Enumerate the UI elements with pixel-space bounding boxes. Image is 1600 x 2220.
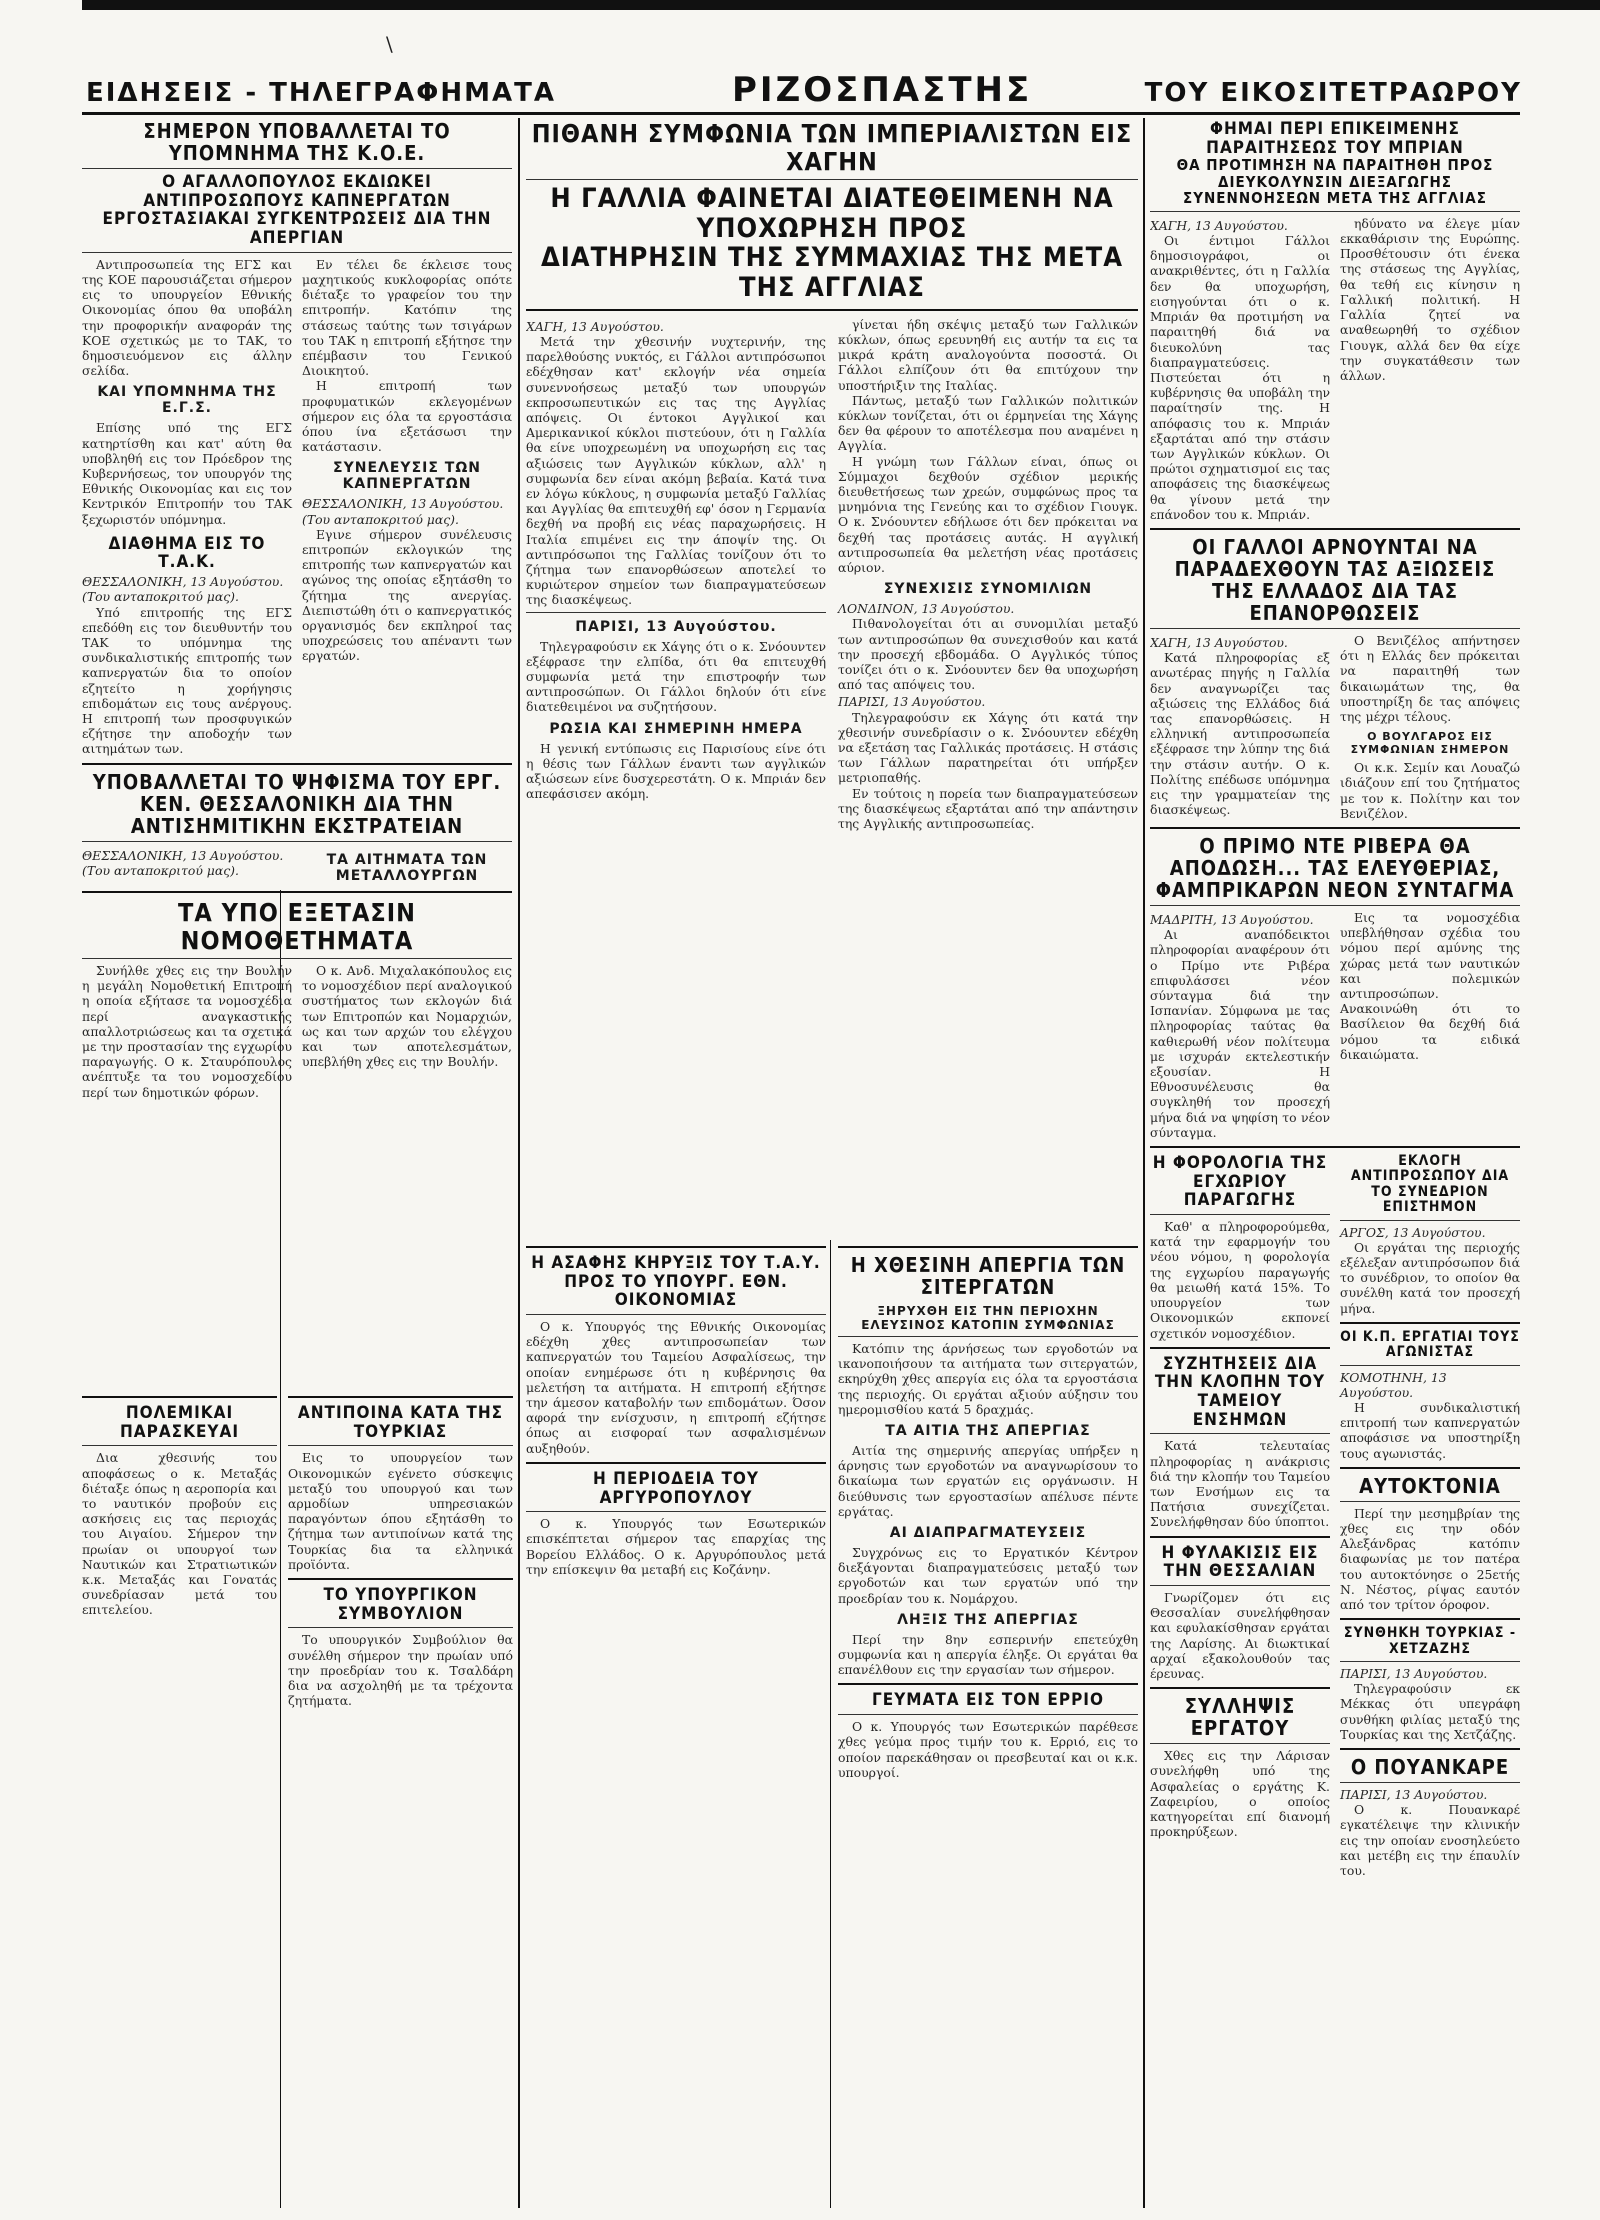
text-column bbox=[1340, 1154, 1520, 1878]
subheading: ΣΥΝΕΛΕΥΣΙΣ ΤΩΝ ΚΑΠΝΕΡΓΑΤΩΝ bbox=[333, 460, 481, 493]
dateline: ΑΡΓΟΣ, 13 Αυγούστου. bbox=[1340, 1224, 1486, 1240]
divider bbox=[838, 1714, 1138, 1715]
article-text: Δια χθεσινής του αποφάσεως ο κ. Μεταξάς διέταξε όπως η αεροπορία και το ναυτικόν προβούν εις ασκήσεις εις τας περιοχάς του Αιγαίου. Σήμερον την πρωίαν οι υπουργοί των Ναυτικών και Στρατιωτικών κ.κ. Μεταξάς και Γονατάς συνεδρίασαν μετά του επιτελείου. bbox=[82, 1450, 277, 1618]
article-text: Εις τα νομοσχέδια υπεβλήθησαν σχέδια του νόμου περί αμύνης της χώρας μετά των ναυτικών και πολεμικών αντιπροσώπων. Ανακοινώθη ότι το Βασίλειον θα δεχθή διά νόμου τα ειδικά δικαιώματα. bbox=[1340, 909, 1520, 1062]
article-text: Περί την μεσημβρίαν της χθες εις την οδόν Αλεξάνδρας κατόπιν διαφωνίας με τον πατέρα του αυτοκτόνησε ο 25ετής Ν. Νέστος, ρίψας εαυτόν από τον τρίτον όροφον. bbox=[1340, 1505, 1520, 1613]
headline: Ο ΠΟΥΑΝΚΑΡΕ bbox=[1350, 1755, 1510, 1780]
divider bbox=[1150, 1585, 1330, 1586]
headline: ΑΥΤΟΚΤΟΝΙΑ bbox=[1359, 1473, 1501, 1498]
article-text: Κατά τελευταίας πληροφορίας η ανάκρισις διά την κλοπήν του Ταμείου των Ενσήμων εις τα Πατήσια συνεχίζεται. Συνελήφθησαν δύο ύποπτοι. bbox=[1150, 1438, 1330, 1530]
divider bbox=[1150, 905, 1520, 906]
column-rule bbox=[1143, 118, 1145, 2208]
divider bbox=[82, 841, 512, 842]
article-text: Χθες εις την Λάρισαν συνελήφθη υπό της Ασφαλείας ο εργάτης Κ. Ζαφειρίου, ο οποίος κατηγορείται επί διανομή προκηρύξεων. bbox=[1150, 1748, 1330, 1840]
left-column-top bbox=[82, 120, 512, 880]
article-text: Το υπουργικόν Συμβούλιον θα συνέλθη σήμερον την πρωίαν υπό την προεδρίαν του κ. Τσαλδάρη δια να ασχοληθή με τα τρέχοντα ζητήματα. bbox=[288, 1632, 513, 1709]
dateline: ΧΑΓΗ, 13 Αυγούστου. bbox=[526, 318, 664, 334]
divider bbox=[526, 612, 826, 613]
lead-headline: ΠΙΘΑΝΗ ΣΥΜΦΩΝΙΑ ΤΩΝ ΙΜΠΕΡΙΑΛΙΣΤΩΝ ΕΙΣ ΧΑΓΗΝ bbox=[531, 120, 1133, 176]
dateline: ΠΑΡΙΣΙ, 13 Αυγούστου. bbox=[838, 694, 986, 710]
divider bbox=[82, 958, 512, 959]
left-column-bottom-a bbox=[82, 1390, 277, 2210]
divider bbox=[1150, 827, 1520, 829]
divider bbox=[1150, 1536, 1330, 1538]
dateline: ΚΟΜΟΤΗΝΗ, 13 Αυγούστου. bbox=[1340, 1369, 1447, 1400]
subheading: ΑΙ ΔΙΑΠΡΑΓΜΑΤΕΥΣΕΙΣ bbox=[889, 1525, 1087, 1542]
headline: ΕΡΓΟΣΤΑΣΙΑΚΑΙ ΣΥΓΚΕΝΤΡΩΣΕΙΣ ΔΙΑ ΤΗΝ ΑΠΕΡΓΙΑΝ bbox=[102, 209, 492, 249]
column-rule bbox=[830, 1240, 831, 2208]
divider bbox=[1340, 1782, 1520, 1783]
two-col-text bbox=[82, 846, 512, 880]
section-subtitle: ΤΟΥ ΕΙΚΟΣΙΤΕΤΡΑΩΡΟΥ bbox=[1144, 78, 1522, 108]
article-text: Οι κ.κ. Σεμίν και Λουαζώ ιδιάζουν επί του ζητήματος με τον κ. Πολίτην και τον Βενιζέλον. bbox=[1340, 760, 1520, 821]
headline: ΣΥΝΘΗΚΗ ΤΟΥΡΚΙΑΣ - ΧΕΤΖΑΖΗΣ bbox=[1343, 1625, 1517, 1657]
left-column-mid bbox=[82, 885, 512, 1385]
divider bbox=[526, 1511, 826, 1512]
divider bbox=[526, 1314, 826, 1315]
scan-mark: \ bbox=[386, 32, 393, 56]
text-column bbox=[1340, 216, 1520, 522]
text-column bbox=[302, 257, 512, 757]
article-text: Καθ' α πληροφορούμεθα, κατά την εφαρμογήν του νέου νόμου, η φορολογία της εγχωρίου παραγωγής θα μειωθή κατά 15%. Το υπουργείον των Οικονομικών εκπονεί σχετικόν νομοσχέδιον. bbox=[1150, 1219, 1330, 1341]
two-col-text bbox=[82, 257, 512, 757]
subheading: ΤΑ ΑΙΤΙΑ ΤΗΣ ΑΠΕΡΓΙΑΣ bbox=[885, 1423, 1091, 1440]
column-rule bbox=[518, 118, 520, 2208]
article-text: Η συνδικαλιστική επιτροπή των καπνεργατών αποφάσισε να υποστηρίξη τους αγωνιστάς. bbox=[1340, 1399, 1520, 1461]
two-col-text bbox=[1150, 216, 1520, 522]
divider bbox=[1150, 1433, 1330, 1434]
article-text: Πιθανολογείται ότι αι συνομιλίαι μεταξύ των αντιπροσώπων θα συνεχισθούν και κατά την προσεχή εβδομάδα. Ο Αγγλικός τύπος τονίζει ότι ο κ. Σνόουντεν δεν θα υποχωρήση από τας απόψεις του. bbox=[838, 616, 1138, 693]
left-column-bottom-b bbox=[288, 1390, 513, 2210]
headline: ΥΠΟΒΑΛΛΕΤΑΙ ΤΟ ΨΗΦΙΣΜΑ ΤΟΥ ΕΡΓ. ΚΕΝ. ΘΕΣΣΑΛΟΝΙΚΗ ΔΙΑ ΤΗΝ ΑΝΤΙΣΗΜΙΤΙΚΗΝ ΕΚΣΤΡΑΤΕΙΑΝ bbox=[92, 769, 502, 838]
headline: ΠΟΛΕΜΙΚΑΙ ΠΑΡΑΣΚΕΥΑΙ bbox=[119, 1403, 240, 1442]
dateline: ΛΟΝΔΙΝΟΝ, 13 Αυγούστου. bbox=[838, 601, 1015, 617]
article-text: Εν τούτοις η πορεία των διαπραγματεύσεων της διασκέψεως εξαρτάται από την απάντησιν της Αγγλικής αντιπροσωπείας. bbox=[838, 785, 1138, 832]
divider bbox=[288, 1396, 513, 1398]
article-text: Τηλεγραφούσιν εκ Μέκκας ότι υπεγράφη συνθήκη φιλίας μεταξύ της Τουρκίας και της Χετζάζης. bbox=[1340, 1681, 1520, 1742]
text-column bbox=[1150, 1154, 1330, 1878]
subheading: ΣΥΝΕΧΙΣΙΣ ΣΥΝΟΜΙΛΙΩΝ bbox=[883, 581, 1093, 598]
article-text: ηδύνατο να έλεγε μίαν εκκαθάρισιν της Ευρώπης. Προσθέτουσιν ότι ένεκα της στάσεως της Αγγλίας, θα τεθή εις κίνησιν η Γαλλική πολιτική. Η Γαλλία ζητεί να αναθεωρηθή το σχέδιον Γιουγκ, αλλά δεν θα είχε την συγκατάθεσιν των άλλων. bbox=[1340, 215, 1520, 383]
article-text: Μετά την χθεσινήν νυχτερινήν, της παρελθούσης νυκτός, ει Γάλλοι αντιπρόσωποι εδέχθησαν κατ' εκλογήν νέα σημεία συνεννοήσεως μεταξύ των υπουργών εκπροσωπευτικών εις τας της Αγγλίας απόψεις. Οι έντοκοι Αγγλικοί και Αμερικανικοί κύκλοι πιστεύουν, ότι η Γαλλία θα είνε υποχρεωμένη να υποχωρήση εις τας αξιώσεις των Αγγλικών κύκλων, αλλ' η συμφωνία δεν είναι ακόμη βεβαία. Κατά τινα εν λόγω κύκλους, η συμφωνία μεταξύ Γαλλίας και Αγγλίας θα επιτευχθή εφ' όσον η Γερμανία δεχθή να προβή εις νέας παραχωρήσεις. Η Ιταλία επιμένει εις την άποψίν της. Οι αντιπρόσωποι της Γαλλίας τονίζουν ότι το ζήτημα των επανορθώσεων αποτελεί το κυριώτερον σημείον των διαπραγματεύσεων της διασκέψεως. bbox=[526, 333, 826, 608]
center-lower-left bbox=[526, 1240, 826, 2210]
dateline: ΘΕΣΣΑΛΟΝΙΚΗ, 13 Αυγούστου. (Του ανταποκριτού μας). bbox=[82, 574, 284, 605]
subheading: ΛΗΞΙΣ ΤΗΣ ΑΠΕΡΓΙΑΣ bbox=[897, 1611, 1079, 1628]
divider bbox=[1340, 1661, 1520, 1662]
text-column bbox=[82, 257, 292, 757]
article-text: Γνωρίζομεν ότι εις Θεσσαλίαν συνελήφθησαν και εφυλακίσθησαν εργάται της Λαρίσης. Αι διωκτικαί αρχαί εξακολουθούν τας έρευνας. bbox=[1150, 1590, 1330, 1682]
article-text: Επίσης υπό της ΕΓΣ κατηρτίσθη και κατ' αύτη θα υποβληθή εις τον Πρόεδρον της Κυβερνήσεως, τον υπουργόν της Εθνικής Οικονομίας και εις τον Κεντρικόν Επιτροπήν του ΤΑΚ ξεχωριστόν υπόμνημα. bbox=[82, 420, 292, 527]
article-text: Ο κ. Πουανκαρέ εγκατέλειψε την κλινικήν εις την οποίαν ενοσηλεύετο και μετέβη εις την έπαυλίν του. bbox=[1340, 1802, 1520, 1879]
center-lower-right bbox=[838, 1240, 1138, 2210]
article-text: Υπό επιτροπής της ΕΓΣ επεδόθη εις τον διευθυντήν του ΤΑΚ το υπόμνημα της συνδικαλιστικής επιτροπής των καπνεργατών δια το οποίον εζητείτο η χορήγησις επιδομάτων εις τους ανέργους. Η επιτροπή των προσφυγικών εζήτησε την αποδοχήν των αιτημάτων των. bbox=[82, 604, 292, 757]
divider bbox=[82, 1445, 277, 1446]
article-text: Εις το υπουργείον των Οικονομικών εγένετο σύσκεψις μεταξύ του υπουργού και των αρμοδίων υπηρεσιακών παραγόντων όπου εξητάσθη το ζήτημα των αντιποίνων κατά της Τουρκίας δια τα ελληνικά προϊόντα. bbox=[288, 1450, 513, 1572]
divider bbox=[1150, 1347, 1330, 1349]
dateline: ΠΑΡΙΣΙ, 13 Αυγούστου. bbox=[1340, 1666, 1488, 1681]
newspaper-name: ΡΙΖΟΣΠΑΣΤΗΣ bbox=[732, 70, 1033, 110]
text-column bbox=[302, 846, 512, 880]
article-text: Πάντως, μεταξύ των Γαλλικών πολιτικών κύκλων τονίζεται, ότι οι έρμηνείαι της Χάγης δεν θα φέρουν το αποτέλεσμα που αναμένει η Αγγλία. bbox=[838, 392, 1138, 454]
dateline: ΠΑΡΙΣΙ, 13 Αυγούστου. bbox=[1340, 1787, 1488, 1803]
article-text: Η επιτροπή των προφυματικών εκλεγομένων σήμερον εις όλα τα εργοστάσια όπου ίνα εξετάσωσι την κατάστασιν. bbox=[302, 378, 512, 455]
center-lead bbox=[526, 120, 1138, 1230]
right-column bbox=[1150, 120, 1520, 2210]
divider bbox=[82, 891, 512, 893]
two-col-text bbox=[1150, 1154, 1520, 1878]
article-text: Τηλεγραφούσιν εκ Χάγης ότι ο κ. Σνόουντεν εξέφρασε την ελπίδα, ότι θα επιτευχθή συμφωνία μετά την επιστροφήν των αντιπροσώπων. Οι Γάλλοι δηλούν ότι είνε διατεθειμένοι να συζητήσουν. bbox=[526, 638, 826, 715]
headline: ΟΙ Κ.Π. ΕΡΓΑΤΙΑΙ ΤΟΥΣ ΑΓΩΝΙΣΤΑΣ bbox=[1340, 1328, 1520, 1361]
article-text: Τηλεγραφούσιν εκ Χάγης ότι κατά την χθεσινήν συνεδρίασιν ο κ. Σνόουντεν εδέχθη να εξετάση τας Γαλλικάς προτάσεις. Η στάσις των Γάλλων παρατηρείται ότι υπήρξεν μετριοπαθής. bbox=[838, 709, 1138, 786]
text-column bbox=[1340, 633, 1520, 821]
headline: ΘΑ ΠΡΟΤΙΜΗΣΗ ΝΑ ΠΑΡΑΙΤΗΘΗ ΠΡΟΣ ΔΙΕΥΚΟΛΥΝΣΙΝ ΔΙΕΞΑΓΩΓΗΣ ΣΥΝΕΝΝΟΗΣΕΩΝ ΜΕΤΑ ΤΗΣ ΑΓΓΛΙΑΣ bbox=[1176, 156, 1494, 208]
section-title: ΕΙΔΗΣΕΙΣ - ΤΗΛΕΓΡΑΦΗΜΑΤΑ bbox=[86, 78, 557, 108]
divider bbox=[1150, 528, 1520, 530]
text-column bbox=[302, 963, 512, 1100]
divider bbox=[1340, 1467, 1520, 1469]
article-text: Εν τέλει δε έκλεισε τους μαχητικούς κυκλοφορίας οπότε διέταξε το γραφείον του την επιτροπήν. Κατόπιν της στάσεως ταύτης των τσιγάρων του ΤΑΚ η επιτροπή εξήτησε την επέμβασιν του Γενικού Διοικητού. bbox=[302, 256, 512, 379]
headline: Ο ΑΓΑΛΛΟΠΟΥΛΟΣ ΕΚΔΙΩΚΕΙ ΑΝΤΙΠΡΟΣΩΠΟΥΣ ΚΑΠΝΕΡΓΑΤΩΝ bbox=[143, 172, 451, 211]
top-border bbox=[82, 0, 1600, 10]
divider bbox=[288, 1445, 513, 1446]
dateline: ΧΑΓΗ, 13 Αυγούστου. bbox=[1150, 634, 1288, 650]
headline: ΓΕΥΜΑΤΑ ΕΙΣ ΤΟΝ ΕΡΡΙΟ bbox=[872, 1690, 1104, 1711]
text-column bbox=[1150, 910, 1330, 1140]
subheading: ΤΑ ΑΙΤΗΜΑΤΑ ΤΩΝ ΜΕΤΑΛΛΟΥΡΓΩΝ bbox=[326, 851, 488, 880]
article-text: Συνήλθε χθες εις την Βουλήν η μεγάλη Νομοθετική Επιτροπή η οποία εξήτασε τα νομοσχέδια περί αναγκαστικής απαλλοτριώσεως και τα σχετικά με την προστασίαν της εγχωρίου παραγωγής. Ο κ. Σταυρόπουλος ανέπτυξε τα του νομοσχεδίου περί των δημοτικών φόρων. bbox=[82, 963, 292, 1100]
dateline: ΜΑΔΡΙΤΗ, 13 Αυγούστου. bbox=[1150, 911, 1314, 927]
headline: Η ΑΣΑΦΗΣ ΚΗΡΥΞΙΣ ΤΟΥ Τ.Α.Υ. ΠΡΟΣ ΤΟ ΥΠΟΥΡΓ. ΕΘΝ. ΟΙΚΟΝΟΜΙΑΣ bbox=[531, 1253, 821, 1311]
article-text: Η γενική εντύπωσις εις Παρισίους είνε ότι η θέσις των Γάλλων έναντι των αγγλικών αξιώσεων είνε δυσχερεστάτη. Ο κ. Μπριάν δεν απεφάσισεν ακόμη. bbox=[526, 740, 826, 802]
article-text: Οι έντιμοι Γάλλοι δημοσιογράφοι, οι ανακριθέντες, ότι η Γαλλία δεν θα υποχωρήση, εισηγούνται ότι ο κ. Μπριάν θα προτιμήση να παραιτηθή διά να διευκολύνη τας διαπραγματεύσεις. Πιστεύεται ότι η κυβέρνησις θα υποβάλη την παραίτησίν της. Η απόφασις του κ. Μπριάν εξαρτάται από την στάσιν των Αγγλικών κύκλων. Οι πρώτοι σχηματισμοί εις τας αποφάσεις της διασκέψεως θα γίνουν μετά την επάνοδον του κ. Μπριάν. bbox=[1150, 233, 1330, 522]
divider bbox=[288, 1627, 513, 1628]
text-column bbox=[1340, 910, 1520, 1140]
divider bbox=[1340, 1618, 1520, 1620]
headline: ΣΥΛΛΗΨΙΣ ΕΡΓΑΤΟΥ bbox=[1184, 1694, 1296, 1741]
headline: ΟΙ ΓΑΛΛΟΙ ΑΡΝΟΥΝΤΑΙ ΝΑ ΠΑΡΑΔΕΧΘΟΥΝ ΤΑΣ ΑΞΙΩΣΕΙΣ ΤΗΣ ΕΛΛΑΔΟΣ ΔΙΑ ΤΑΣ ΕΠΑΝΟΡΘΩΣΕΙΣ bbox=[1174, 534, 1496, 625]
headline: ΑΝΤΙΠΟΙΝΑ ΚΑΤΑ ΤΗΣ ΤΟΥΡΚΙΑΣ bbox=[297, 1403, 504, 1442]
divider bbox=[82, 252, 512, 253]
headline: Η ΧΘΕΣΙΝΗ ΑΠΕΡΓΙΑ ΤΩΝ ΣΙΤΕΡΓΑΤΩΝ bbox=[850, 1253, 1126, 1299]
divider bbox=[838, 1683, 1138, 1685]
masthead bbox=[82, 70, 1522, 110]
article-text: Ο Βενιζέλος απήντησεν ότι η Ελλάς δεν πρόκειται να παραιτηθή των δικαιωμάτων της, θα υποστηρίξη δε τας απόψεις της μέχρι τέλους. bbox=[1340, 632, 1520, 724]
divider bbox=[526, 1462, 826, 1464]
divider bbox=[1150, 628, 1520, 629]
subheading: ΡΩΣΙΑ ΚΑΙ ΣΗΜΕΡΙΝΗ ΗΜΕΡΑ bbox=[549, 720, 803, 737]
divider bbox=[288, 1578, 513, 1580]
article-text: Κατά πληροφορίας εξ ανωτέρας πηγής η Γαλλία δεν αναγνωρίζει τας αξιώσεις της Ελλάδος διά τας επανορθώσεις. Η ελληνική αντιπροσωπεία εξέφρασε την λύπην της διά την στάσιν αυτήν. Ο κ. Πολίτης επέδωσε υπόμνημα εις την γραμματείαν της διασκέψεως. bbox=[1150, 650, 1330, 818]
article-text: Ο κ. Υπουργός της Εθνικής Οικονομίας εδέχθη χθες αντιπροσωπείαν των καπνεργατών του Ταμείου Ασφαλίσεως, την οποίαν ενημέρωσε ότι η κυβέρνησις θα μελετήση τα αιτήματα. Η επιτροπή εξήτησε την άμεσον καταβολήν των επιδομάτων. Όσον αφορά την ενίσχυσιν, η επιτροπή εζήτησε όπως αι εισφοραί των ασφαλισμένων αυξηθούν. bbox=[526, 1319, 826, 1456]
headline: Η ΦΟΡΟΛΟΓΙΑ ΤΗΣ ΕΓΧΩΡΙΟΥ ΠΑΡΑΓΩΓΗΣ bbox=[1152, 1153, 1328, 1211]
masthead-rule bbox=[82, 112, 1520, 115]
divider bbox=[82, 1396, 277, 1398]
article-text: Περί την 8ην εσπερινήν επετεύχθη συμφωνία και η απεργία έληξε. Οι εργάται θα επανέλθουν εις την εργασίαν των σήμερον. bbox=[838, 1631, 1138, 1678]
divider bbox=[1340, 1748, 1520, 1750]
lead-text-columns bbox=[526, 317, 1138, 832]
divider bbox=[838, 1246, 1138, 1248]
headline: ΦΗΜΑΙ ΠΕΡΙ ΕΠΙΚΕΙΜΕΝΗΣ ΠΑΡΑΙΤΗΣΕΩΣ ΤΟΥ ΜΠΡΙΑΝ bbox=[1206, 120, 1464, 158]
article-text: Ο κ. Υπουργός των Εσωτερικών παρέθεσε χθες γεύμα προς τιμήν του κ. Ερριό, εις το οποίον παρεκάθησαν οι πρεσβευταί και οι κ.κ. υπουργοί. bbox=[838, 1719, 1138, 1780]
article-text: γίνεται ήδη σκέψις μεταξύ των Γαλλικών κύκλων, όπως ερευνηθή εις αυτήν τα εις τα μικρά κράτη αναλογούντα ποσοστά. Οι Γάλλοι ελπίζουν ότι θα επιτύχουν την υποστήριξιν της Ιταλίας. bbox=[838, 316, 1138, 393]
text-column bbox=[526, 317, 826, 832]
two-col-text bbox=[1150, 633, 1520, 821]
text-column bbox=[1150, 633, 1330, 821]
article-text: Ο κ. Ανδ. Μιχαλακόπουλος εις το νομοσχέδιον περί αναλογικού συστήματος των εκλογών διά των Επιτροπών και Νομαρχιών, ως και των αρχών του ελέγχου και των αποτελεσμάτων, υπεβλήθη χθες εις την Βουλήν. bbox=[302, 963, 512, 1070]
divider bbox=[838, 1336, 1138, 1337]
divider bbox=[526, 309, 1138, 311]
headline: Η ΦΥΛΑΚΙΣΙΣ ΕΙΣ ΤΗΝ ΘΕΣΣΑΛΙΑΝ bbox=[1161, 1542, 1319, 1582]
divider bbox=[1150, 1687, 1330, 1689]
text-column bbox=[82, 846, 292, 880]
lead-headline: Η ΓΑΛΛΙΑ ΦΑΙΝΕΤΑΙ ΔΙΑΤΕΘΕΙΜΕΝΗ ΝΑ ΥΠΟΧΩΡΗΣΗ ΠΡΟΣ bbox=[550, 183, 1114, 244]
headline: ΤΟ ΥΠΟΥΡΓΙΚΟΝ ΣΥΜΒΟΥΛΙΟΝ bbox=[323, 1585, 478, 1624]
two-col-text bbox=[1150, 910, 1520, 1140]
divider bbox=[1150, 1214, 1330, 1215]
headline: ΕΚΛΟΓΗ ΑΝΤΙΠΡΟΣΩΠΟΥ ΔΙΑ ΤΟ ΣΥΝΕΔΡΙΟΝ ΕΠΙΣΤΗΜΟΝ bbox=[1350, 1153, 1510, 1216]
dateline: ΘΕΣΣΑΛΟΝΙΚΗ, 13 Αυγούστου. (Του ανταποκριτού μας). bbox=[82, 847, 284, 878]
dateline: ΧΑΓΗ, 13 Αυγούστου. bbox=[1150, 217, 1288, 233]
divider bbox=[526, 1246, 826, 1248]
two-col-text bbox=[82, 963, 512, 1100]
lead-headline: ΔΙΑΤΗΡΗΣΙΝ ΤΗΣ ΣΥΜΜΑΧΙΑΣ ΤΗΣ ΜΕΤΑ ΤΗΣ ΑΓΓΛΙΑΣ bbox=[540, 242, 1124, 304]
dateline: ΘΕΣΣΑΛΟΝΙΚΗ, 13 Αυγούστου. (Του ανταποκριτού μας). bbox=[302, 496, 504, 527]
text-column bbox=[1150, 216, 1330, 522]
headline: ΤΑ ΥΠΟ ΕΞΕΤΑΣΙΝ ΝΟΜΟΘΕΤΗΜΑΤΑ bbox=[178, 898, 416, 955]
subheading: ΠΑΡΙΣΙ, 13 Αυγούστου. bbox=[575, 618, 777, 635]
article-text: Εγινε σήμερον συνέλευσις επιτροπών εκλογικών της επιτροπής των καπνεργατών και αγώνος της οποίας εξητάσθη το ζήτημα της ανεργίας. Διεπιστώθη ότι ο καπνεργατικός οργανισμός δεν εκπληροί τας υποχρεώσεις του απέναντι των εργατών. bbox=[302, 526, 512, 664]
divider bbox=[1340, 1365, 1520, 1366]
text-column bbox=[82, 963, 292, 1100]
subheading: Ο ΒΟΥΛΓΑΡΟΣ ΕΙΣ ΣΥΜΦΩΝΙΑΝ ΣΗΜΕΡΟΝ bbox=[1350, 730, 1510, 757]
subheading: ΞΗΡΥΧΘΗ ΕΙΣ ΤΗΝ ΠΕΡΙΟΧΗΝ ΕΛΕΥΣΙΝΟΣ ΚΑΤΟΠΙΝ ΣΥΜΦΩΝΙΑΣ bbox=[861, 1304, 1115, 1332]
divider bbox=[82, 763, 512, 765]
article-text: Αντιπροσωπεία της ΕΓΣ και της ΚΟΕ παρουσιάζεται σήμερον εις το υπουργείον Εθνικής Οικονομίας όπου θα υποβάλη την προφορικήν αναφοράν της ΚΟΕ σχετικώς με το ΤΑΚ, το δημοσιευόμενον εις άλλην σελίδα. bbox=[82, 256, 292, 379]
article-text: Κατόπιν της άρνήσεως των εργοδοτών να ικανοποιήσουν τα αιτήματα των σιτεργατών, εκηρύχθη χθες απεργία εις όλα τα εργοστάσια της περιοχής. Οι εργάται αξιούν αύξησιν του ημερομισθίου κατά 5 δραχμάς. bbox=[838, 1341, 1138, 1417]
divider bbox=[1340, 1501, 1520, 1502]
divider bbox=[1150, 211, 1520, 212]
article-text: Οι εργάται της περιοχής εξέλεξαν αντιπρόσωπον διά το συνέδριον, το οποίον θα συνέλθη κατά τον προσεχή μήνα. bbox=[1340, 1239, 1520, 1316]
article-text: Η γνώμη των Γάλλων είναι, όπως οι Σύμμαχοι δεχθούν σχέδιον μερικής διευθετήσεως των χρεών, συμφώνως προς τα μνημόνια της Γενεύης και το σχέδιον Γιουγκ. Ο κ. Σνόουντεν εδήλωσε ότι δεν πρόκειται να δεχθή τας προτάσεις αυτάς. Η αγγλική αντιπροσωπεία θα μελετήση νέας προτάσεις αύριον. bbox=[838, 453, 1138, 575]
headline: ΣΗΜΕΡΟΝ ΥΠΟΒΑΛΛΕΤΑΙ ΤΟ ΥΠΟΜΝΗΜΑ ΤΗΣ Κ.Ο.Ε. bbox=[143, 120, 451, 165]
divider bbox=[82, 168, 512, 169]
divider bbox=[1340, 1322, 1520, 1324]
article-text: Αι αναπόδεικτοι πληροφορίαι αναφέρουν ότι ο Πρίμο ντε Ριβέρα επιφυλάσσει νέον σύνταγμα διά την Ισπανίαν. Σύμφωνα με τας πληροφορίας ταύτας θα καθιερωθή νέον πολίτευμα με ισχυράν εκτελεστικήν εξουσίαν. Η Εθνοσυνέλευσις θα συγκληθή τον προσεχή μήνα διά να ψηφίση το νέον σύνταγμα. bbox=[1150, 927, 1330, 1140]
divider bbox=[1340, 1220, 1520, 1221]
article-text: Συγχρόνως εις το Εργατικόν Κέντρον διεξάγονται διαπραγματεύσεις μεταξύ των εργοδοτών και των εργατών υπό την προεδρίαν του κ. Νομάρχου. bbox=[838, 1545, 1138, 1606]
subheading: ΚΑΙ ΥΠΟΜΝΗΜΑ ΤΗΣ Ε.Γ.Σ. bbox=[97, 384, 277, 417]
headline: Ο ΠΡΙΜΟ ΝΤΕ ΡΙΒΕΡΑ ΘΑ ΑΠΟΔΩΣΗ... ΤΑΣ ΕΛΕΥΘΕΡΙΑΣ, ΦΑΜΠΡΙΚΑΡΩΝ ΝΕΟΝ ΣΥΝΤΑΓΜΑ bbox=[1155, 833, 1515, 902]
article-text: Ο κ. Υπουργός των Εσωτερικών επισκέπτεται σήμερον τας επαρχίας της Βορείου Ελλάδος. Ο κ. Αργυρόπουλος μετά την επίσκεψιν θα μεταβή εις Κοζάνην. bbox=[526, 1516, 826, 1577]
divider bbox=[1150, 1743, 1330, 1744]
headline: Η ΠΕΡΙΟΔΕΙΑ ΤΟΥ ΑΡΓΥΡΟΠΟΥΛΟΥ bbox=[593, 1468, 759, 1508]
text-column bbox=[838, 317, 1138, 832]
headline: ΔΙΑΘΗΜΑ ΕΙΣ ΤΟ Τ.Α.Κ. bbox=[108, 533, 266, 573]
article-text: Αιτία της σημερινής απεργίας υπήρξεν η άρνησις των εργοδοτών να αναγνωρίσουν το δικαίωμα των εργατών εις οργάνωσιν. Η διεύθυνσις των εργοστασίων απέλυσε πέντε εργάτας. bbox=[838, 1443, 1138, 1519]
headline: ΣΥΖΗΤΗΣΕΙΣ ΔΙΑ ΤΗΝ ΚΛΟΠΗΝ ΤΟΥ ΤΑΜΕΙΟΥ ΕΝΣΗΜΩΝ bbox=[1154, 1353, 1326, 1430]
divider bbox=[526, 179, 1138, 180]
divider bbox=[1150, 1146, 1520, 1148]
article-text bbox=[82, 878, 292, 880]
